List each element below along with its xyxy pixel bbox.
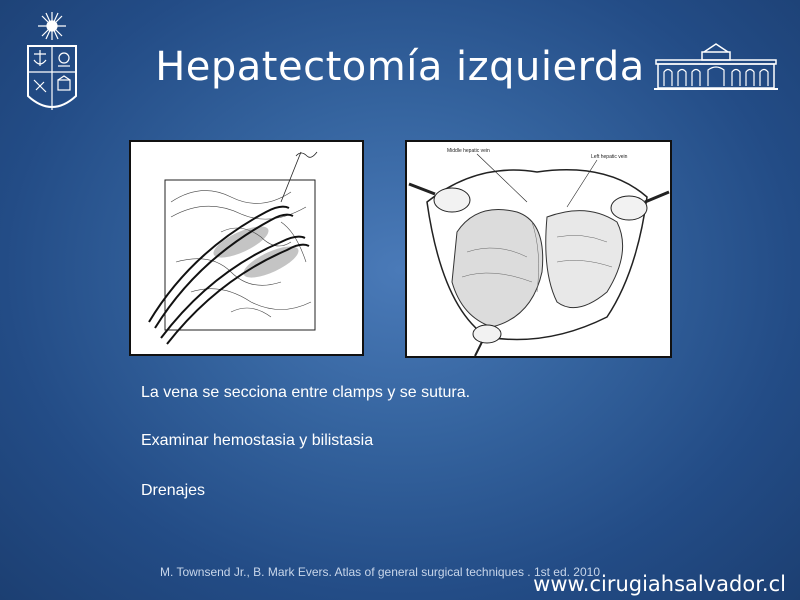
body-line-2: Examinar hemostasia y bilistasia: [141, 432, 374, 449]
label-middle-hepatic-vein: Middle hepatic vein: [447, 148, 490, 154]
website-url: www.cirugiahsalvador.cl: [533, 572, 786, 596]
citation: M. Townsend Jr., B. Mark Evers. Atlas of general surgical techniques . 1st ed. 2010: [160, 565, 601, 579]
body-line-3: Drenajes: [141, 482, 206, 499]
figure-liver-illustration: [405, 140, 672, 358]
body-line-1: La vena se secciona entre clamps y se sutura.: [141, 384, 471, 401]
slide-title: Hepatectomía izquierda: [155, 44, 645, 90]
university-seal-icon: [22, 10, 82, 122]
hospital-building-icon: [652, 42, 780, 92]
figure-clamps-illustration: [129, 140, 364, 356]
label-left-hepatic-vein: Left hepatic vein: [591, 154, 628, 160]
